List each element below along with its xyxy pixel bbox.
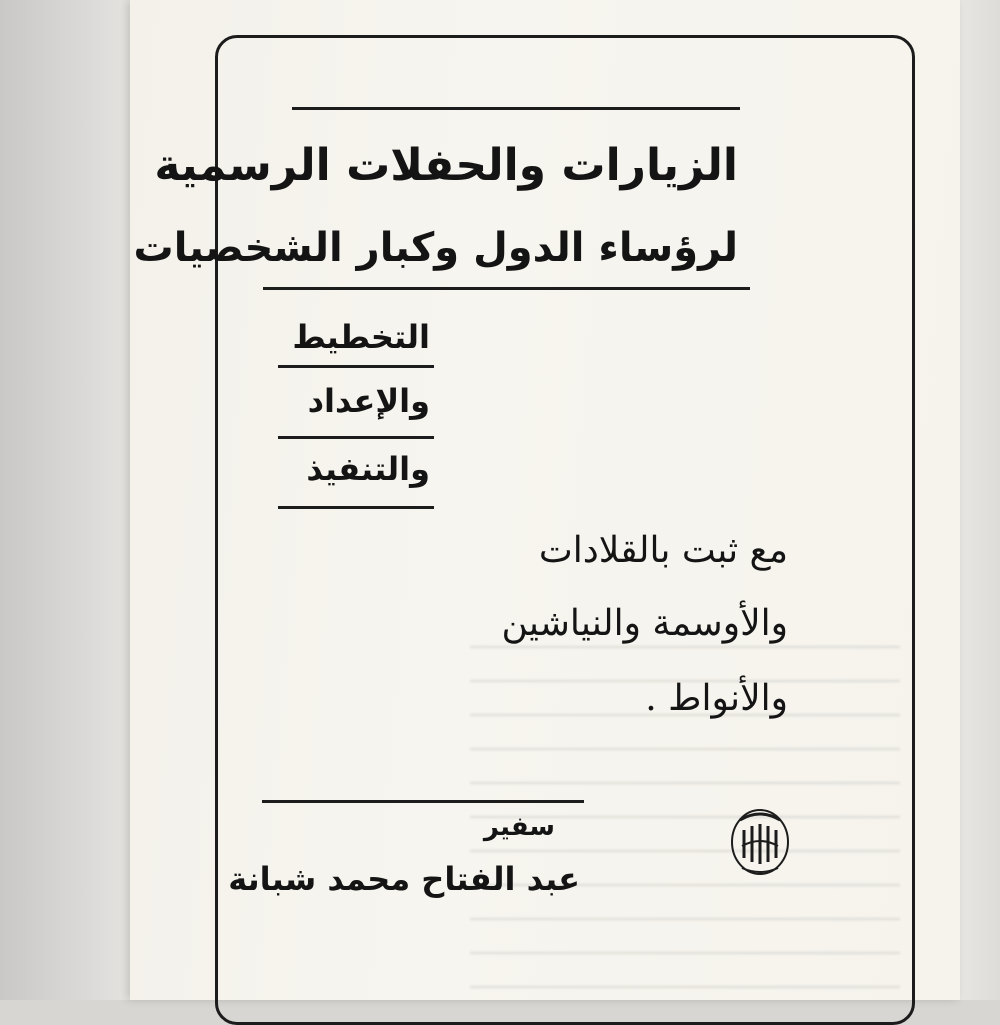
section-planning: التخطيط — [292, 318, 430, 356]
book-title: الزيارات والحفلات الرسمية — [154, 140, 738, 191]
section-preparation: والإعداد — [307, 382, 430, 420]
author-name: عبد الفتاح محمد شبانة — [228, 860, 580, 898]
title-bottom-rule — [263, 287, 750, 290]
book-subtitle: لرؤساء الدول وكبار الشخصيات — [133, 225, 738, 271]
decorations-line-1: مع ثبت بالقلادات — [538, 530, 788, 571]
publisher-seal-icon — [728, 806, 792, 878]
section-rule-1 — [278, 365, 434, 368]
section-rule-2 — [278, 436, 434, 439]
author-rule — [262, 800, 584, 803]
section-execution: والتنفيذ — [306, 450, 430, 488]
decorations-line-3: والأنواط . — [645, 678, 788, 719]
title-top-rule — [292, 107, 740, 110]
desk-background-left — [0, 0, 140, 1000]
author-title: سفير — [483, 812, 555, 842]
decorations-line-2: والأوسمة والنياشين — [501, 603, 788, 644]
section-rule-3 — [278, 506, 434, 509]
